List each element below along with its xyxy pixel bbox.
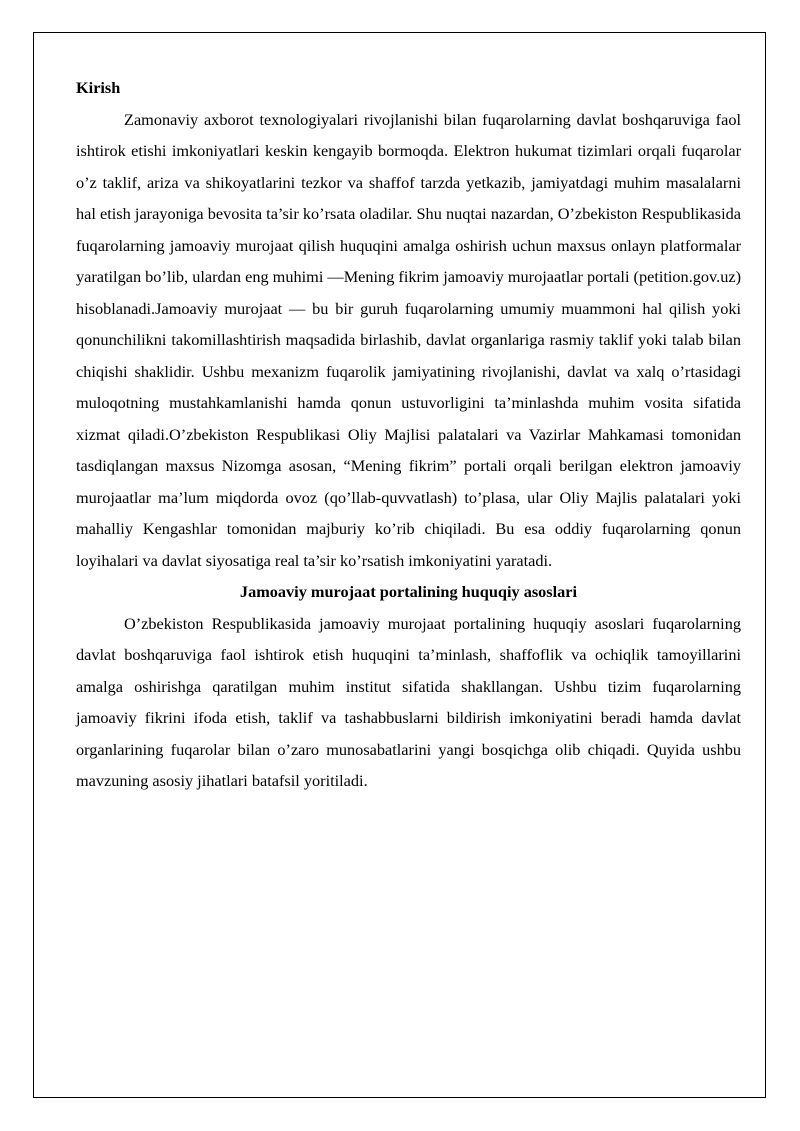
section-paragraph: O’zbekiston Respublikasida jamoaviy murojaat portalining huquqiy asoslari fuqarolarning davlat boshqaruviga faol ishtirok etish huquqini ta’minlash, shaffoflik va ochiqlik tamoyillarini amalga oshirishga qaratilgan muhim institut sifatida shakllangan. Ushbu tizim fuqarolarning jamoaviy fikrini ifoda etish, taklif va tashabbuslarni bildirish imkoniyatini beradi hamda davlat organlarining fuqarolar bilan o’zaro munosabatlarini yangi bosqichga olib chiqadi. Quyida ushbu mavzuning asosiy jihatlari batafsil yoritiladi. xyxy=(76,613,741,790)
document-body xyxy=(76,72,741,797)
intro-heading: Kirish xyxy=(76,78,121,97)
section-heading: Jamoaviy murojaat portalining huquqiy asoslari xyxy=(239,582,578,601)
intro-paragraph: Zamonaviy axborot texnologiyalari rivojlanishi bilan fuqarolarning davlat boshqaruviga faol ishtirok etishi imkoniyatlari keskin kengayib bormoqda. Elektron hukumat tizimlari orqali fuqarolar o’z taklif, ariza va shikoyatlarini tezkor va shaffof tarzda yetkazib, jamiyatdagi muhim masalalarni hal etish jarayoniga bevosita ta’sir ko’rsata oladilar. Shu nuqtai nazardan, O’zbekiston Respublikasida fuqarolarning jamoaviy murojaat qilish huquqini amalga oshirish uchun maxsus onlayn platformalar yaratilgan bo’lib, ulardan eng muhimi —Mening fikrim jamoaviy murojaatlar portali (petition.gov.uz) hisoblanadi.Jamoaviy murojaat — bu bir guruh fuqarolarning umumiy muammoni hal qilish yoki qonunchilikni takomillashtirish maqsadida birlashib, davlat organlariga rasmiy taklif yoki talab bilan chiqishi shaklidir. Ushbu mexanizm fuqarolik jamiyatining rivojlanishi, davlat va xalq o’rtasidagi muloqotning mustahkamlanishi hamda qonun ustuvorligini ta’minlashda muhim vosita sifatida xizmat qiladi.O’zbekiston Respublikasi Oliy Majlisi palatalari va Vazirlar Mahkamasi tomonidan tasdiqlangan maxsus Nizomga asosan, “Mening fikrim” portali orqali berilgan elektron jamoaviy murojaatlar ma’lum miqdorda ovoz (qo’llab-quvvatlash) to’plasa, ular Oliy Majlis palatalari yoki mahalliy Kengashlar tomonidan majburiy ko’rib chiqiladi. Bu esa oddiy fuqarolarning qonun loyihalari va davlat siyosatiga real ta’sir ko’rsatish imkoniyatini yaratadi. xyxy=(76,109,741,570)
